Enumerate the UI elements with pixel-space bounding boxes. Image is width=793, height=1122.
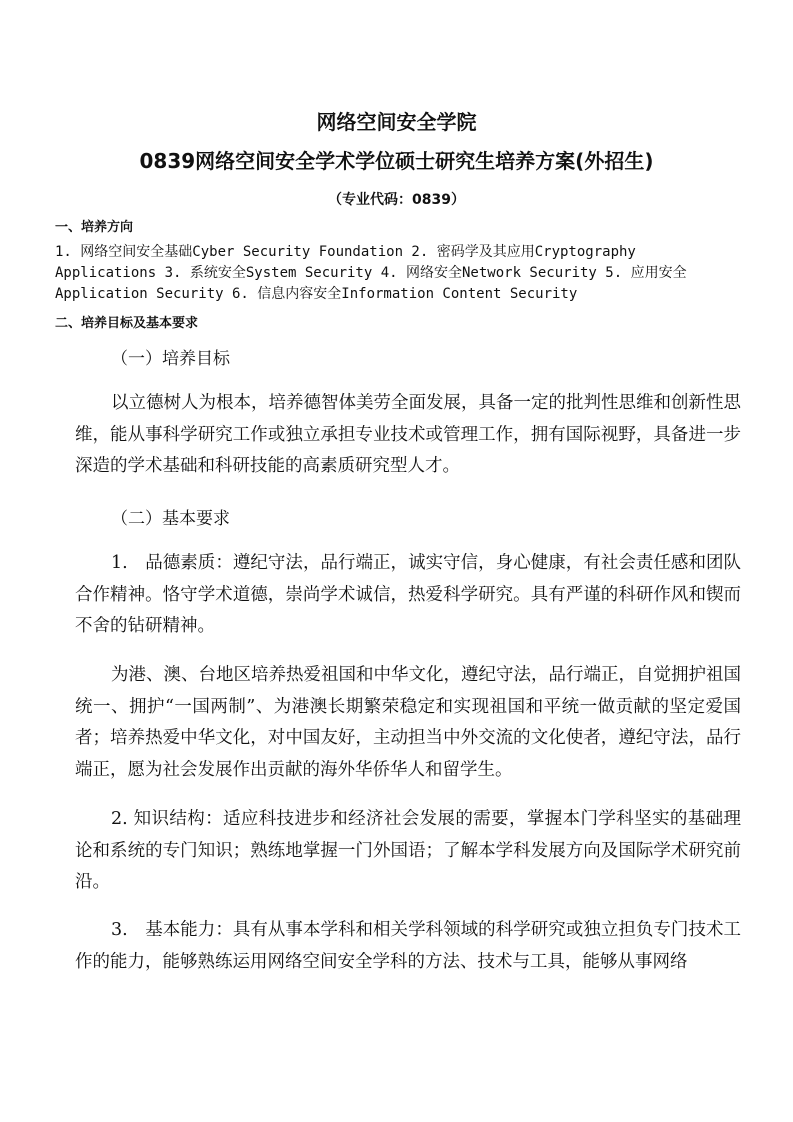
requirement-morality-overseas: 为港、澳、台地区培养热爱祖国和中华文化，遵纪守法，品行端正，自觉拥护祖国统一、拥护“一国两制”、为港澳长期繁荣稳定和实现祖国和平统一做贡献的坚定爱国者；培养热爱中华文化，对中国友好，主动担当中外交流的文化使者，遵纪守法，品行端正，愿为社会发展作出贡献的海外华侨华人和留学生。 — [75, 665, 741, 780]
major-code: （专业代码：0839） — [328, 192, 465, 208]
directions-list: 1. 网络空间安全基础Cyber Security Foundation 2. 密码学及其应用Cryptography Applications 3. 系统安全System Security 4. 网络安全Network Security 5. 应用安全Application Security 6. 信息内容安全Information Content Security — [55, 244, 687, 302]
subheading-requirements: （二）基本要求 — [111, 509, 230, 529]
requirement-knowledge: 2. 知识结构：适应科技进步和经济社会发展的需要，掌握本门学科坚实的基础理论和系统的专门知识；熟练地掌握一门外国语；了解本学科发展方向及国际学术研究前沿。 — [75, 809, 741, 893]
subheading-goal: （一）培养目标 — [111, 349, 230, 369]
goal-paragraph: 以立德树人为根本，培养德智体美劳全面发展，具备一定的批判性思维和创新性思维，能从事科学研究工作或独立承担专业技术或管理工作，拥有国际视野，具备进一步深造的学术基础和科研技能的高素质研究型人才。 — [75, 393, 741, 477]
section-heading-goals: 二、培养目标及基本要求 — [55, 316, 199, 331]
requirement-ability: 3. 基本能力：具有从事本学科和相关学科领域的科学研究或独立担负专门技术工作的能力，能够熟练运用网络空间安全学科的方法、技术与工具，能够从事网络 — [75, 920, 741, 972]
program-title: 0839网络空间安全学术学位硕士研究生培养方案(外招生) — [139, 149, 654, 173]
section-heading-directions: 一、培养方向 — [55, 220, 134, 235]
requirement-morality: 1. 品德素质：遵纪守法，品行端正，诚实守信，身心健康，有社会责任感和团队合作精神。恪守学术道德，崇尚学术诚信，热爱科学研究。具有严谨的科研作风和锲而不舍的钻研精神。 — [75, 553, 741, 637]
school-title: 网络空间安全学院 — [316, 110, 477, 134]
